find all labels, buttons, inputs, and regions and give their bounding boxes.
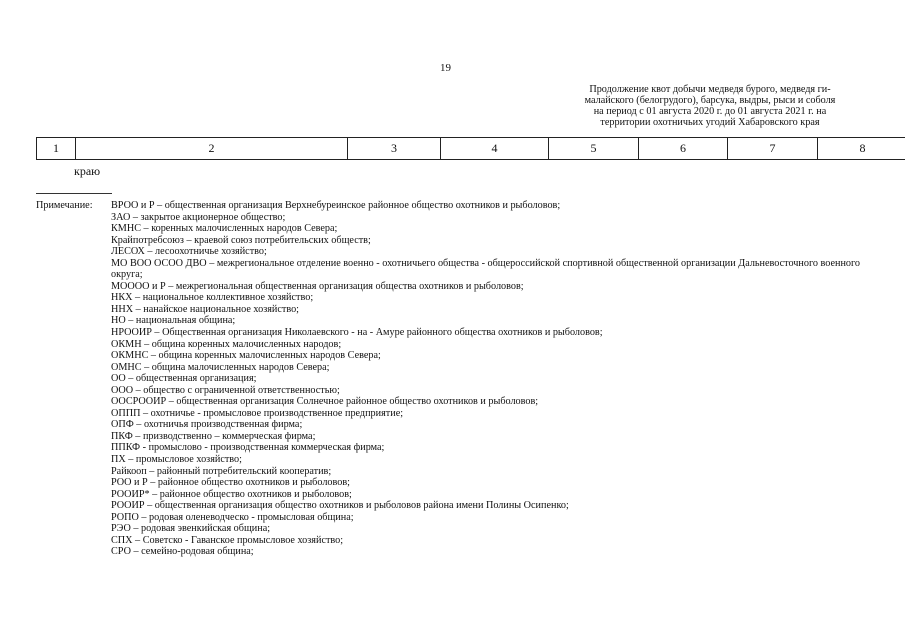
note-item: РООИР – общественная организация общество охотников и рыболовов района имени Полины Осипенко; — [111, 500, 569, 512]
note-item: ПХ – промысловое хозяйство; — [111, 454, 242, 466]
column-number-8: 8 — [818, 138, 905, 160]
note-item: МОООО и Р – межрегиональная общественная организация общества охотников и рыболовов; — [111, 280, 524, 292]
column-number-1: 1 — [37, 138, 76, 160]
column-number-7: 7 — [728, 138, 818, 160]
page-number: 19 — [440, 62, 451, 74]
note-item: ООО – общество с ограниченной ответственностью; — [111, 384, 340, 396]
table-row — [37, 138, 905, 160]
title-line: Продолжение квот добычи медведя бурого, медведя ги- — [589, 84, 831, 95]
note-item: ЛЕСОХ – лесоохотничье хозяйство; — [111, 246, 267, 258]
notes-list — [111, 200, 876, 558]
note-item: ОПФ – охотничья производственная фирма; — [111, 419, 303, 431]
table-title — [560, 84, 860, 128]
footnote-rule — [36, 193, 112, 194]
column-number-2: 2 — [76, 138, 348, 160]
note-item: ОППП – охотничье - промысловое производственное предприятие; — [111, 407, 404, 419]
title-line: малайского (белогрудого), барсука, выдры, рыси и соболя — [584, 95, 836, 106]
note-item: Райкооп – районный потребительский кооператив; — [111, 465, 332, 477]
note-item: СРО – семейно-родовая община; — [111, 546, 254, 558]
note-item: ОО – общественная организация; — [111, 373, 257, 385]
note-item: ОКМН – община коренных малочисленных народов; — [111, 338, 342, 350]
column-number-6: 6 — [639, 138, 728, 160]
title-line: территории охотничьих угодий Хабаровского края — [600, 117, 820, 128]
note-item: СПХ – Советско - Гаванское промысловое хозяйство; — [111, 534, 344, 546]
column-number-table — [36, 137, 905, 160]
note-item: РОПО – родовая оленеводческо - промысловая община; — [111, 511, 354, 523]
note-item: НРООИР – Общественная организация Николаевского - на - Амуре районного общества охотников и рыболовов; — [111, 327, 603, 339]
note-item: ВРОО и Р – общественная организация Верхнебуреинское районное общество охотников и рыболовов; — [111, 200, 561, 211]
note-item: КМНС – коренных малочисленных народов Севера; — [111, 223, 338, 235]
note-item: РОО и Р – районное общество охотников и рыболовов; — [111, 477, 350, 489]
notes-label: Примечание: — [36, 200, 93, 211]
note-item: РООИР* – районное общество охотников и рыболовов; — [111, 488, 352, 500]
note-item: ППКФ - промыслово - производственная коммерческая фирма; — [111, 442, 385, 454]
note-item: РЭО – родовая эвенкийская община; — [111, 523, 271, 535]
column-number-4: 4 — [441, 138, 549, 160]
note-item: ОКМНС – община коренных малочисленных народов Севера; — [111, 350, 381, 362]
note-item: ОМНС – община малочисленных народов Севера; — [111, 361, 330, 373]
title-line: на период с 01 августа 2020 г. до 01 августа 2021 г. на — [593, 106, 827, 117]
note-item: ООСРООИР – общественная организация Солнечное районное общество охотников и рыболовов; — [111, 396, 539, 408]
column-number-5: 5 — [549, 138, 639, 160]
note-item: ЗАО – закрытое акционерное общество; — [111, 211, 286, 223]
carryover-text: краю — [74, 164, 101, 178]
note-item: НО – национальная община; — [111, 315, 236, 327]
note-item: МО ВОО ОСОО ДВО – межрегиональное отделение военно - охотничьего общества - общероссийской спортивной общественной организации Дальневосточного военного округа; — [111, 257, 861, 281]
note-item: ПКФ – призводственно – коммерческая фирма; — [111, 430, 316, 442]
note-item: ННХ – нанайское национальное хозяйство; — [111, 303, 300, 315]
note-item: НКХ – национальное коллективное хозяйство; — [111, 292, 314, 304]
note-item: Крайпотребсоюз – краевой союз потребительских обществ; — [111, 234, 371, 246]
column-number-3: 3 — [348, 138, 441, 160]
